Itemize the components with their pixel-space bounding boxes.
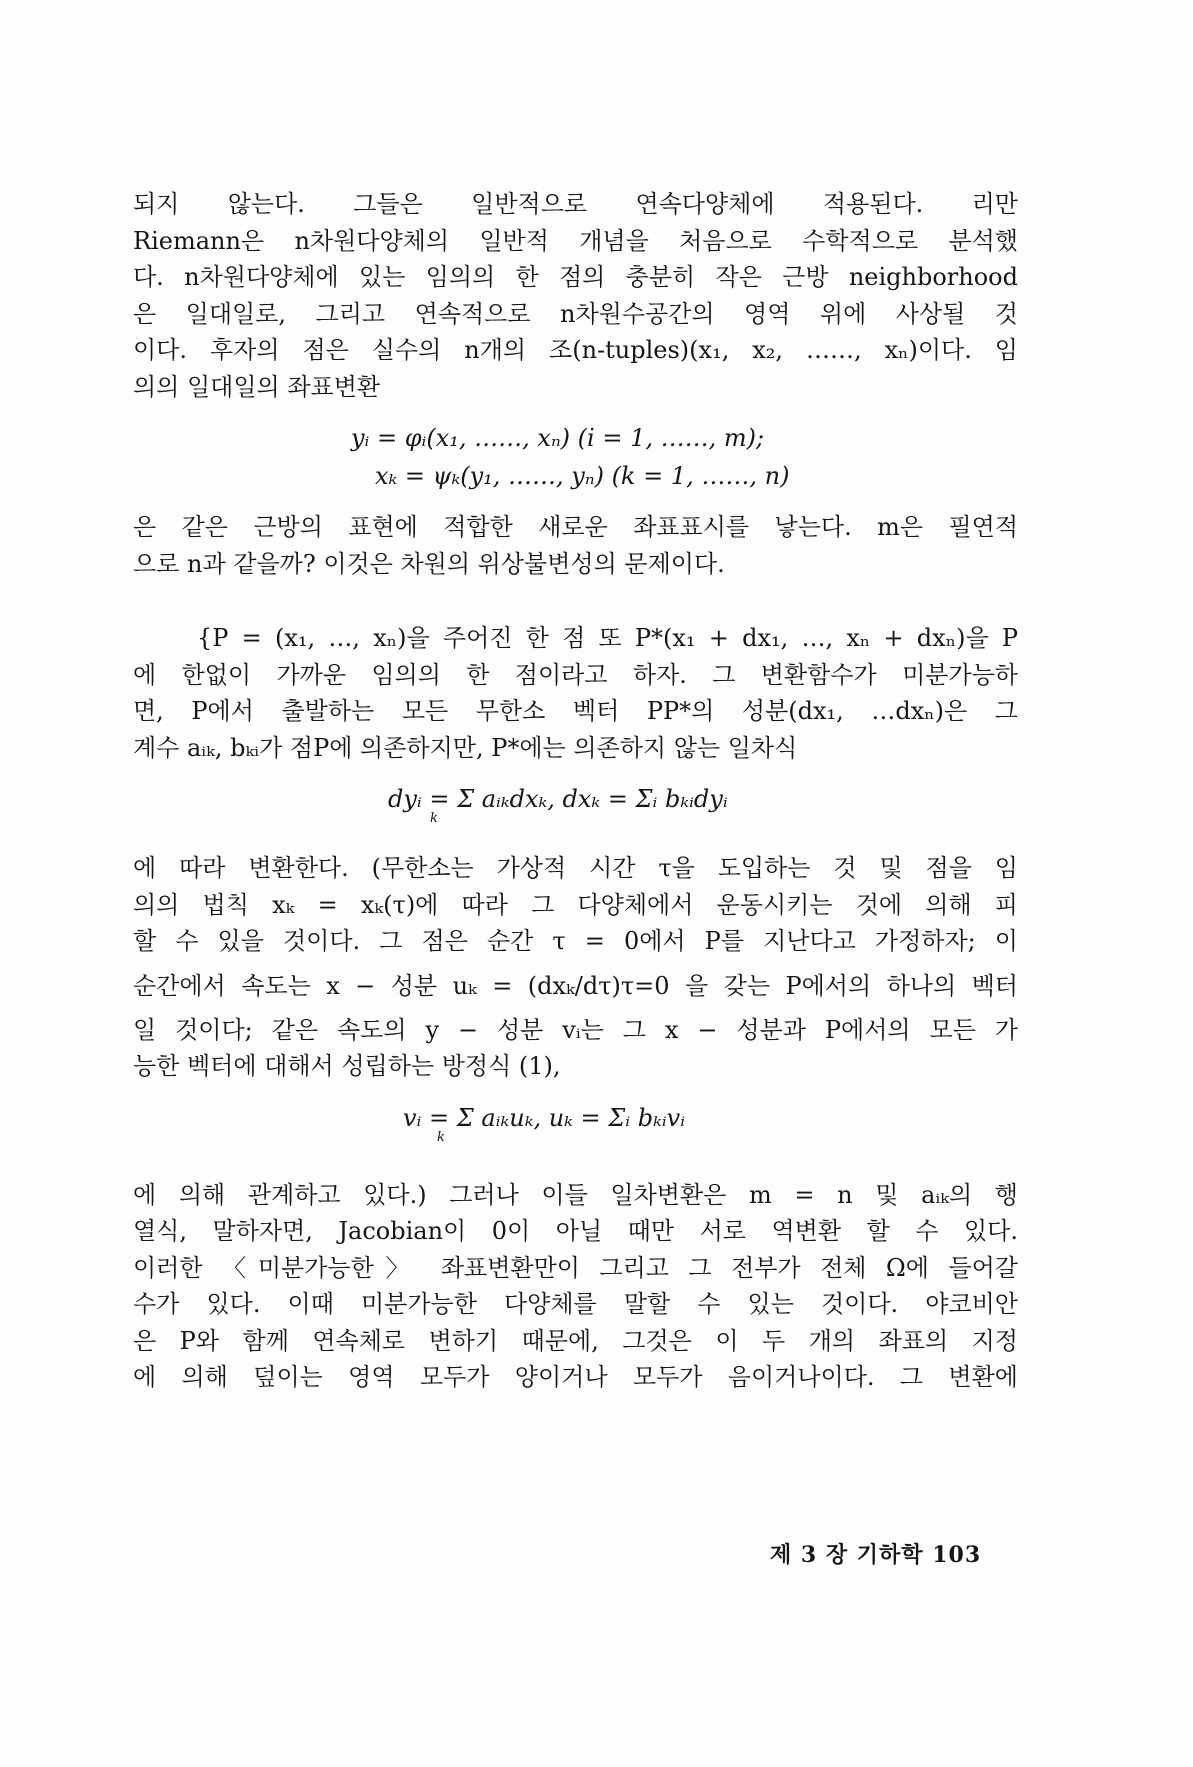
- equation-coordinate-transform-y: yᵢ = φᵢ(x₁, ……, xₙ) (i = 1, ……, m);: [351, 424, 765, 452]
- text-line: 수가 있다. 이때 미분가능한 다양체를 말할 수 있는 것이다. 야코비안: [133, 1290, 1018, 1318]
- text-line: 이다. 후자의 점은 실수의 n개의 조(n-tuples)(x₁, x₂, ……, xₙ)이다. 임: [133, 336, 1018, 364]
- sum-index: k: [437, 1129, 445, 1145]
- text-line: Riemann은 n차원다양체의 일반적 개념을 처음으로 수학적으로 분석했: [133, 226, 1018, 255]
- text-line: 에 의해 관계하고 있다.) 그러나 이들 일차변환은 m = n 및 aᵢₖ의 행: [133, 1180, 1018, 1209]
- equation-main: dyᵢ = Σ aᵢₖdxₖ, dxₖ = Σᵢ bₖᵢdyᵢ: [388, 785, 728, 813]
- text-line: 되지 않는다. 그들은 일반적으로 연속다양체에 적용된다. 리만: [133, 190, 1018, 218]
- text-line: 에 의해 덮이는 영역 모두가 양이거나 모두가 음이거나이다. 그 변환에: [133, 1363, 1018, 1391]
- text-line: 열식, 말하자면, Jacobian이 0이 아닐 때만 서로 역변환 할 수 있다.: [133, 1217, 1018, 1245]
- page-footer: 제 3 장 기하학 103: [770, 1542, 982, 1568]
- page-body: [133, 186, 1018, 1396]
- text-line: 의의 법칙 xₖ = xₖ(τ)에 따라 그 다양체에서 운동시키는 것에 의해 피: [133, 890, 1018, 919]
- text-line: 은 같은 근방의 표현에 적합한 새로운 좌표표시를 낳는다. m은 필연적: [133, 513, 1018, 541]
- equation-velocity-transform: [133, 1099, 1018, 1155]
- text-line: 계수 aᵢₖ, bₖᵢ가 점P에 의존하지만, P*에는 의존하지 않는 일차식: [133, 733, 798, 762]
- text-line: 면, P에서 출발하는 모든 무한소 벡터 PP*의 성분(dx₁, …dxₙ)은 그: [133, 697, 1018, 725]
- text-line: {P = (x₁, …, xₙ)을 주어진 한 점 또 P*(x₁ + dx₁, …, xₙ + dxₙ)을 P: [197, 624, 1018, 652]
- text-line: 순간에서 속도는 x − 성분 uₖ = (dxₖ/dτ)τ=0 을 갖는 P에서의 하나의 벡터: [133, 971, 1018, 1000]
- text-line: 이러한 〈미분가능한〉 좌표변환만이 그리고 그 전부가 전체 Ω에 들어갈: [133, 1253, 1018, 1282]
- equation-coordinate-transform-x: xₖ = ψₖ(y₁, ……, yₙ) (k = 1, ……, n): [375, 462, 790, 490]
- text-line: 능한 벡터에 대해서 성립하는 방정식 (1),: [133, 1052, 561, 1080]
- sum-index: k: [430, 811, 438, 826]
- text-line: 은 P와 함께 연속체로 변하기 때문에, 그것은 이 두 개의 좌표의 지정: [133, 1326, 1018, 1355]
- equation-main: vᵢ = Σ aᵢₖuₖ, uₖ = Σᵢ bₖᵢvᵢ: [403, 1103, 686, 1132]
- text-line: 일 것이다; 같은 속도의 y − 성분 vᵢ는 그 x − 성분과 P에서의 모든 가: [133, 1015, 1018, 1044]
- text-line: 은 일대일로, 그리고 연속적으로 n차원수공간의 영역 위에 사상될 것: [133, 299, 1018, 328]
- text-line: 으로 n과 같을까? 이것은 차원의 위상불변성의 문제이다.: [133, 549, 725, 578]
- text-line: 할 수 있을 것이다. 그 점은 순간 τ = 0에서 P를 지난다고 가정하자; 이: [133, 927, 1018, 955]
- text-line: 다. n차원다양체에 있는 임의의 한 점의 충분히 작은 근방 neighborhood: [133, 263, 1018, 291]
- text-line: 에 따라 변환한다. (무한소는 가상적 시간 τ을 도입하는 것 및 점을 임: [133, 854, 1018, 882]
- equation-differential-transform: [133, 780, 1018, 836]
- text-line: 에 한없이 가까운 임의의 한 점이라고 하자. 그 변환함수가 미분가능하: [133, 660, 1018, 689]
- text-line: 의의 일대일의 좌표변환: [133, 372, 381, 401]
